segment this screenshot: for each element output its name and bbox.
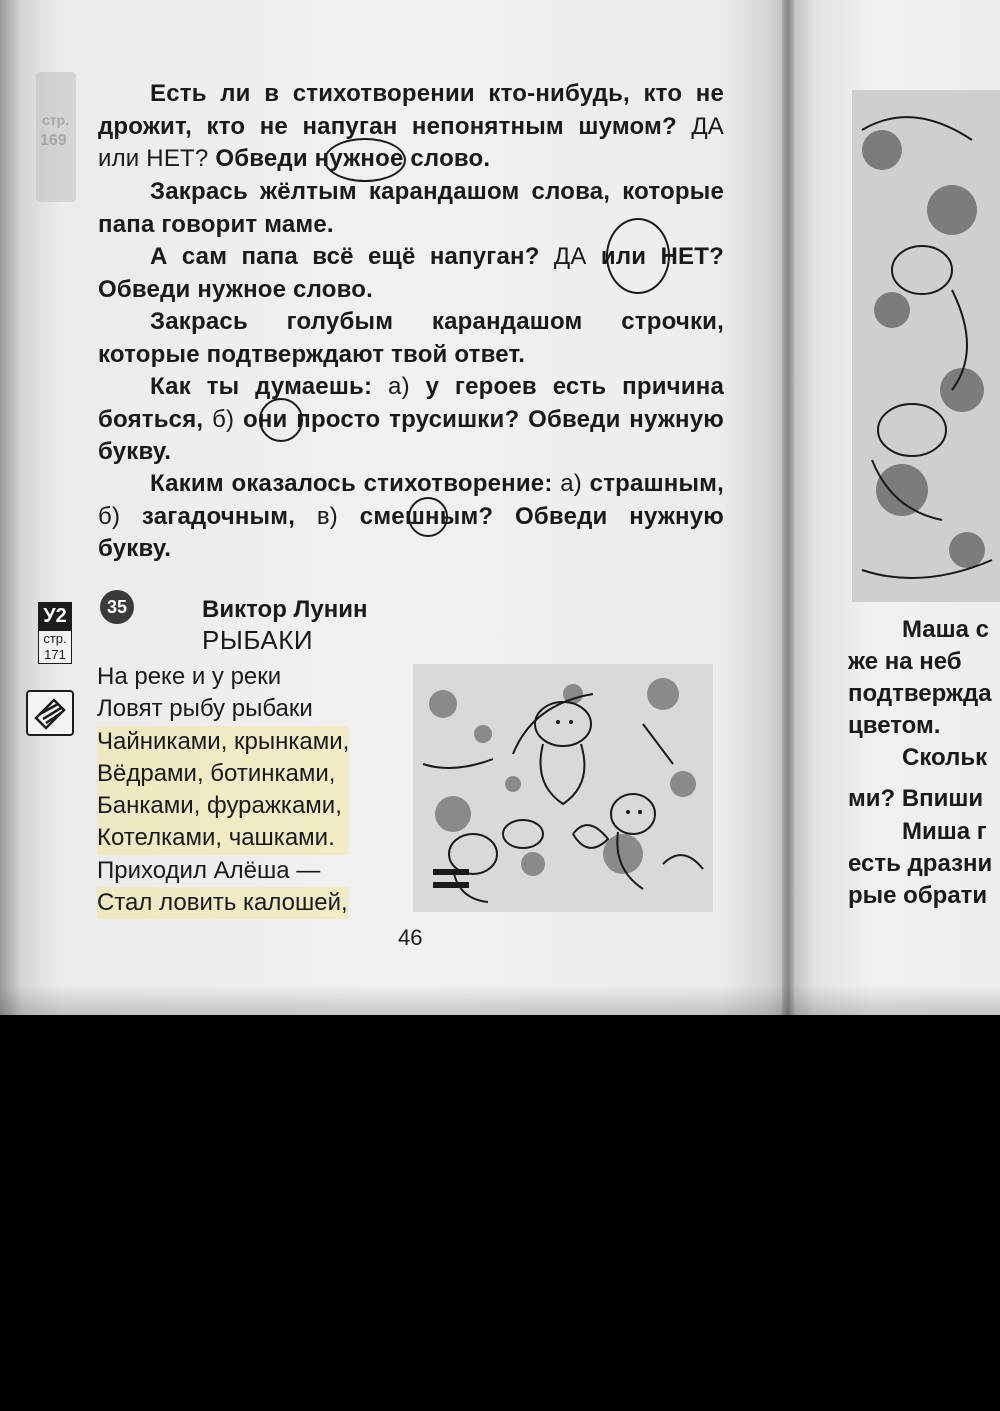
right-text-line: ми? Впиши [848, 785, 984, 812]
right-text-line: цветом. [848, 712, 941, 739]
right-text-line: Скольк [902, 744, 988, 771]
answer-circle-net [324, 138, 406, 182]
answer-b: б) [212, 405, 235, 433]
answer-net: НЕТ? [146, 145, 209, 172]
right-text-line: есть дразни [848, 850, 993, 877]
reference-badge [38, 602, 72, 664]
poem-line: Чайниками, крынками, [97, 726, 349, 758]
right-text-line: подтвержда [848, 680, 992, 707]
badge-page-number: 171 [44, 647, 66, 662]
page-number: 46 [398, 925, 423, 950]
right-text-line: Маша с [902, 616, 989, 643]
poem-line: Котелками, чашками. [97, 822, 349, 854]
question-5: Как ты думаешь: а) у героев есть причина бояться, б) они просто трусишки? Обведи нужную букву. [98, 373, 725, 465]
poem-line: Вёдрами, ботинками, [97, 758, 349, 790]
poem-line: Стал ловить калошей, [97, 887, 349, 919]
book-fold [782, 0, 794, 1015]
poem-title: РЫБАКИ [202, 625, 314, 655]
question-6: Каким оказалось стихотворение: а) страшным, б) загадочным, в) смешным? Обведи нужную букву. [98, 470, 724, 562]
question-1: Есть ли в стихотворении кто-нибудь, кто не дрожит, кто не напуган непонятным шумом? ДА или НЕТ? Обведи нужное слово. [98, 80, 724, 172]
poem-text [97, 661, 349, 919]
section-number-badge: 35 [100, 590, 134, 624]
answer-circle-b [259, 398, 303, 442]
poem-author: Виктор Лунин [202, 596, 368, 623]
bleed-through-label: стр. [42, 112, 70, 128]
poem-line: На реке и у реки [97, 663, 282, 690]
poem-line: Банками, фуражками, [97, 790, 349, 822]
answer-v: в) [316, 502, 339, 530]
pencil-notebook-icon [26, 690, 74, 736]
answer-circle-da [606, 218, 670, 294]
badge-page-label: стр. [43, 631, 67, 646]
poem-line: Приходил Алёша — [97, 856, 321, 884]
question-4: Закрась голубым карандашом строчки, которые подтверждают твой ответ. [98, 308, 724, 368]
badge-page-ref [38, 630, 72, 664]
adjacent-page-illustration [852, 90, 1000, 602]
question-3: А сам папа всё ещё напуган? ДА или НЕТ? Обведи нужное слово. [98, 243, 724, 303]
question-2: Закрась жёлтым карандашом слова, которые папа говорит маме. [98, 178, 724, 238]
fishermen-illustration [413, 664, 713, 912]
page-edge-shadow [0, 985, 1000, 1015]
right-text-line: Миша г [902, 818, 987, 845]
answer-da: ДА [553, 243, 587, 270]
bleed-through-number: 169 [40, 132, 67, 149]
badge-book-label: У2 [38, 602, 72, 630]
answer-circle-v [408, 497, 448, 537]
right-text-line: рые обрати [848, 882, 988, 909]
poem-line: Ловят рыбу рыбаки [97, 695, 313, 723]
right-text-line: же на неб [848, 648, 962, 675]
